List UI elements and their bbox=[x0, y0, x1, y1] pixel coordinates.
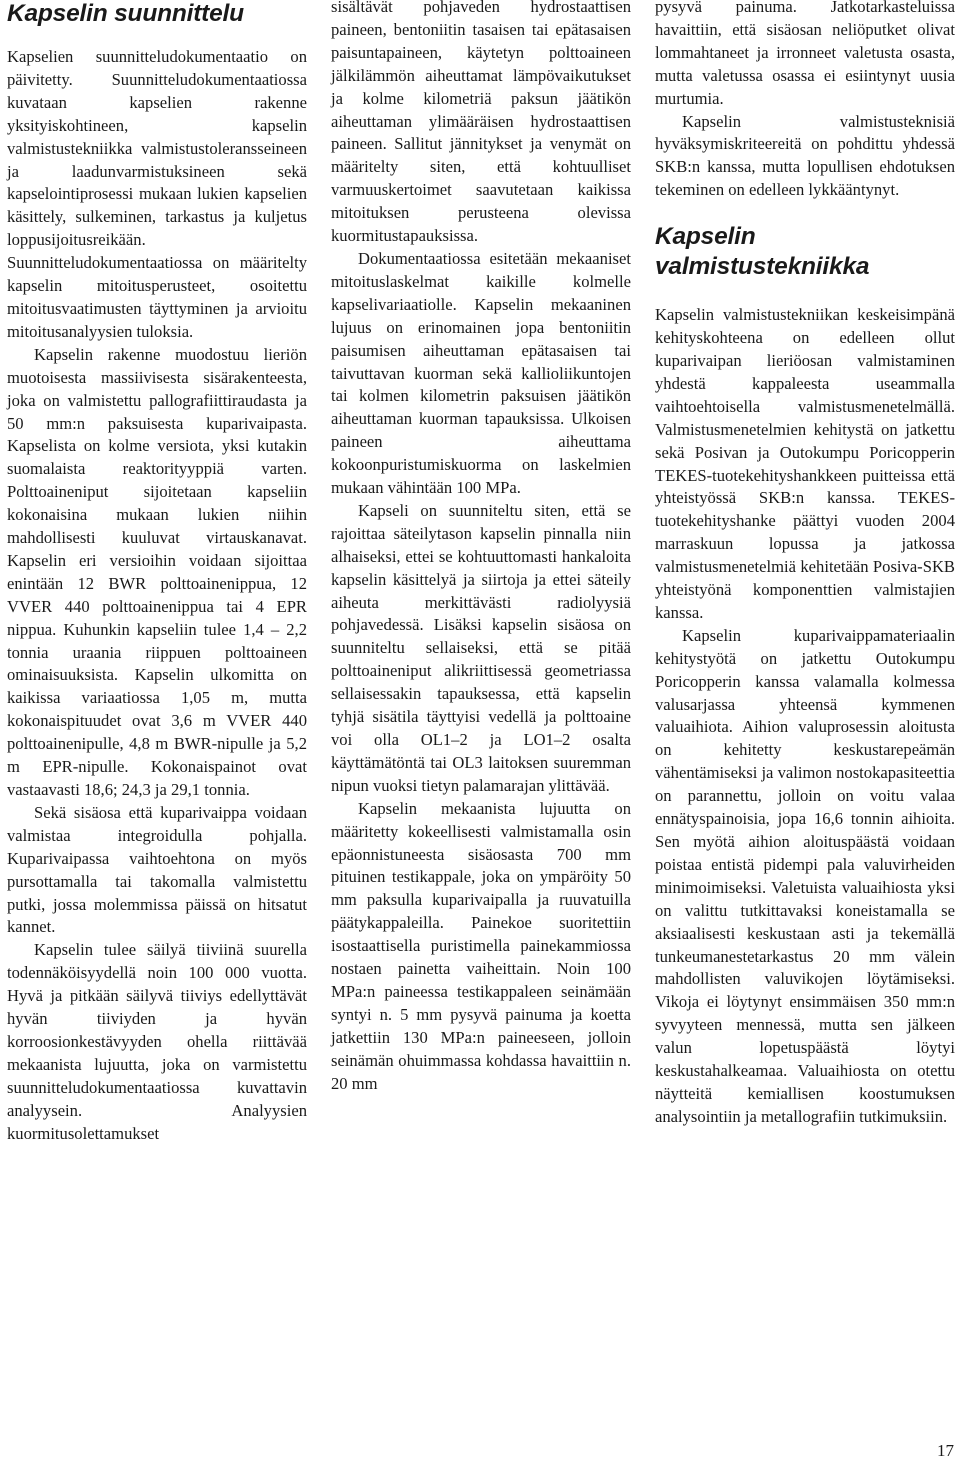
paragraph: Kapselin rakenne muodostuu lieriön muotoisesta massiivisesta sisärakenteesta, joka on valmistettu pallografiittiraudasta ja 50 mm:n paksuisesta kuparivaipasta. Kapselista on kolme versiota, yksi kutakin suomalaista reaktorityyppiä varten. Polttoaineniput sijoitetaan kapseliin kokonaisina mukaan lukien niihin mahdollisesti kuuluvat virtauskanavat. Kapselin eri versioihin voidaan sijoittaa enintään 12 BWR polttoainenippua, 12 VVER 440 polttoainenippua tai 4 EPR nippua. Kuhunkin kapseliin tulee 1,4 – 2,2 tonnia uraania riippuen polttoaineen ominaisuuksista. Kapselin ulkomitta on kaikissa variaatiossa 1,05 m, mutta kokonaispituudet ovat 3,6 m VVER 440 polttoainenipulle, 4,8 m BWR-nipulle ja 5,2 m EPR-nipulle. Kokonaispainot ovat vastaavasti 18,6; 24,3 ja 29,1 tonnia. bbox=[7, 344, 307, 799]
title-line: Kapselin bbox=[655, 223, 756, 251]
column-left bbox=[7, 0, 307, 1146]
paragraph: Kapselin valmistusteknisiä hyväksymiskriteereitä on pohdittu yhdessä SKB:n kanssa, mutta lopullisen ehdotuksen tekeminen on edelleen lykkääntynyt. bbox=[655, 111, 955, 200]
section-title-kapselin-valmistustekniikka bbox=[655, 222, 955, 282]
paragraph: Kapselin kuparivaippamateriaalin kehitystyötä on jatkettu Outokumpu Poricopperin kanssa valamalla kolmessa valusarjassa yhteensä kymmenen valuaihiota. Aihion valuprosessin aloitusta on kehitetty keskustarepeämän vähentämiseksi ja valimon nostokapasiteettia on parannettu, jolloin on voitu valaa ennätyspainoisia, jopa 16,6 tonnin aihioita. Sen myötä aihion aloituspäästä voidaan poistaa entistä pidempi pala valuvirheiden minimoimiseksi. Valetuista valuaihiosta yksi on valittu tutkittavaksi koneistamalla se aksiaalisesti keskustaan asti ja tekemällä tunkeumanestetarkastus 20 mm välein mahdollisten valuvikojen löytämiseksi. Vikoja ei löytynyt ensimmäisen 350 mm:n syvyyteen mennessä, mutta sen jälkeen valun lopetuspäästä löytyi keskustahalkeamaa. Valuaihiosta on otettu näytteitä kemiallisen koostumuksen analysointiin ja metallografiin tutkimuksiin. bbox=[655, 625, 955, 1126]
title-line: valmistustekniikka bbox=[655, 253, 870, 281]
paragraph: Dokumentaatiossa esitetään mekaaniset mitoituslaskelmat kaikille kolmelle kapselivariaatiolle. Kapselin mekaaninen lujuus on erinomainen jopa bentoniitin paisumisen aiheuttaman epätasaisen tai taivuttavan kuorman sekä kallioliikuntojen tai kolmen kilometrin paksuisen jäätikön aiheuttaman kuorman tapauksissa. Ulkoisen paineen aiheuttama kokoonpuristumiskuorma on laskelmien mukaan vähintään 100 MPa. bbox=[331, 248, 631, 498]
column-middle bbox=[331, 0, 631, 1096]
paragraph: Kapseli on suunniteltu siten, että se rajoittaa säteilytason kapselin pinnalla niin alhaiseksi, ettei se kohtuuttomasti hankaloita kapselin käsittelyä ja siirtoja ja ettei säteily aiheuta merkittävästi radiolyysiä pohjavedessä. Lisäksi kapselin sisäosa on suunniteltu sellaiseksi, että se pitää polttoaineniput alikriittisessä geometriassa sellaisessakin tapauksessa, että kapselin tyhjä sisätila täyttyisi vedellä ja polttoaine voi olla OL1–2 ja LO1–2 osalta käyttämätöntä tai OL3 laitoksen suuremman nipun vuoksi tietyn palamarajan ylittävää. bbox=[331, 500, 631, 795]
paragraph: Kapselin tulee säilyä tiiviinä suurella todennäköisyydellä noin 100 000 vuotta. Hyvä ja pitkään säilyvä tiiviys edellyttävät hyvän tiiviyden ja hyvän korroosionkestävyyden ohella riittävää mekaanista lujuutta, joka on varmistettu suunnitteludokumentaatiossa kuvattavin analyysein. Analyysien kuormitusolettamukset bbox=[7, 940, 307, 1143]
paragraph: Sekä sisäosa että kuparivaippa voidaan valmistaa integroidulla pohjalla. Kuparivaipassa vaihtoehtona on myös pursottamalla tai takomalla valmistettu putki, jossa molemmissa päissä on hitsatut kannet. bbox=[7, 802, 307, 937]
column-right bbox=[655, 0, 955, 1129]
paragraph: Kapselin valmistustekniikan keskeisimpänä kehityskohteena on edelleen ollut kuparivaipan lieriöosan valmistaminen yhdestä kappaleesta useammalla vaihtoehtoisella valmistusmenetelmällä. Valmistusmenetelmien kehitystä on jatkettu sekä Posivan ja Outokumpu Poricopperin TEKES-tuotekehityshankkeen puitteissa että yhteistyössä SKB:n kanssa. TEKES-tuotekehityshanke päättyi vuoden 2004 marraskuun lopussa ja jatkossa valmistusmenetelmiä kehitetään Posiva-SKB yhteistyönä komponenttien valmistajien kanssa. bbox=[655, 305, 955, 622]
paragraph: sisältävät pohjaveden hydrostaattisen paineen, bentoniitin tasaisen tai epätasaisen paisuntapaineen, käytetyn polttoaineen jälkilämmön aiheuttamat lämpövaikutukset ja kolme kilometriä paksun jäätikön aiheuttaman ylimääräisen hydrostaattisen paineen. Sallitut jännitykset ja venymät on määritelty siten, että kohtuulliset varmuuskertoimet saavutetaan kaikissa mitoituksen perusteena olevissa kuormitustapauksissa. bbox=[331, 0, 631, 246]
paragraph: Kapselien suunnitteludokumentaatio on päivitetty. Suunnitteludokumentaatiossa kuvataan kapselien rakenne yksityiskohtineen, kapselin valmistustekniikka valmistustoleransseineen ja laadunvarmistuksineen sekä kapselointiprosessi mukaan lukien kapselien käsittely, sulkeminen, tarkastus ja kuljetus loppusijoitusreikään. Suunnitteludokumentaatiossa on määritelty kapselin mitoitusperusteet, osoitettu mitoitusvaatimusten täyttyminen ja arvioitu mitoitusanalyysien tuloksia. bbox=[7, 47, 307, 341]
paragraph: pysyvä painuma. Jatkotarkasteluissa havaittiin, että sisäosan neliöputket olivat lommahtaneet ja irronneet valetusta osasta, mutta valetussa osassa ei esiintynyt uusia murtumia. bbox=[655, 0, 955, 108]
page-number: 17 bbox=[937, 1441, 954, 1460]
paragraph: Kapselin mekaanista lujuutta on määritetty kokeellisesti valmistamalla osin epäonnistuneesta sisäosasta 700 mm pituinen testikappale, joka on ympäröity 50 mm paksulla kuparivaipalla ja ruuvatuilla päätykappaleilla. Painekoe suoritettiin isostaattisella puristimella painekammiossa nostaen painetta vaiheittain. Noin 100 MPa:n paineessa testikappaleen seinämään syntyi n. 5 mm pysyvä painuma ja koetta jatkettiin 130 MPa:n paineeseen, jolloin seinämän ohuimmassa kohdassa havaittiin n. 20 mm bbox=[331, 798, 631, 1093]
section-title-kapselin-suunnittelu: Kapselin suunnittelu bbox=[7, 0, 244, 27]
